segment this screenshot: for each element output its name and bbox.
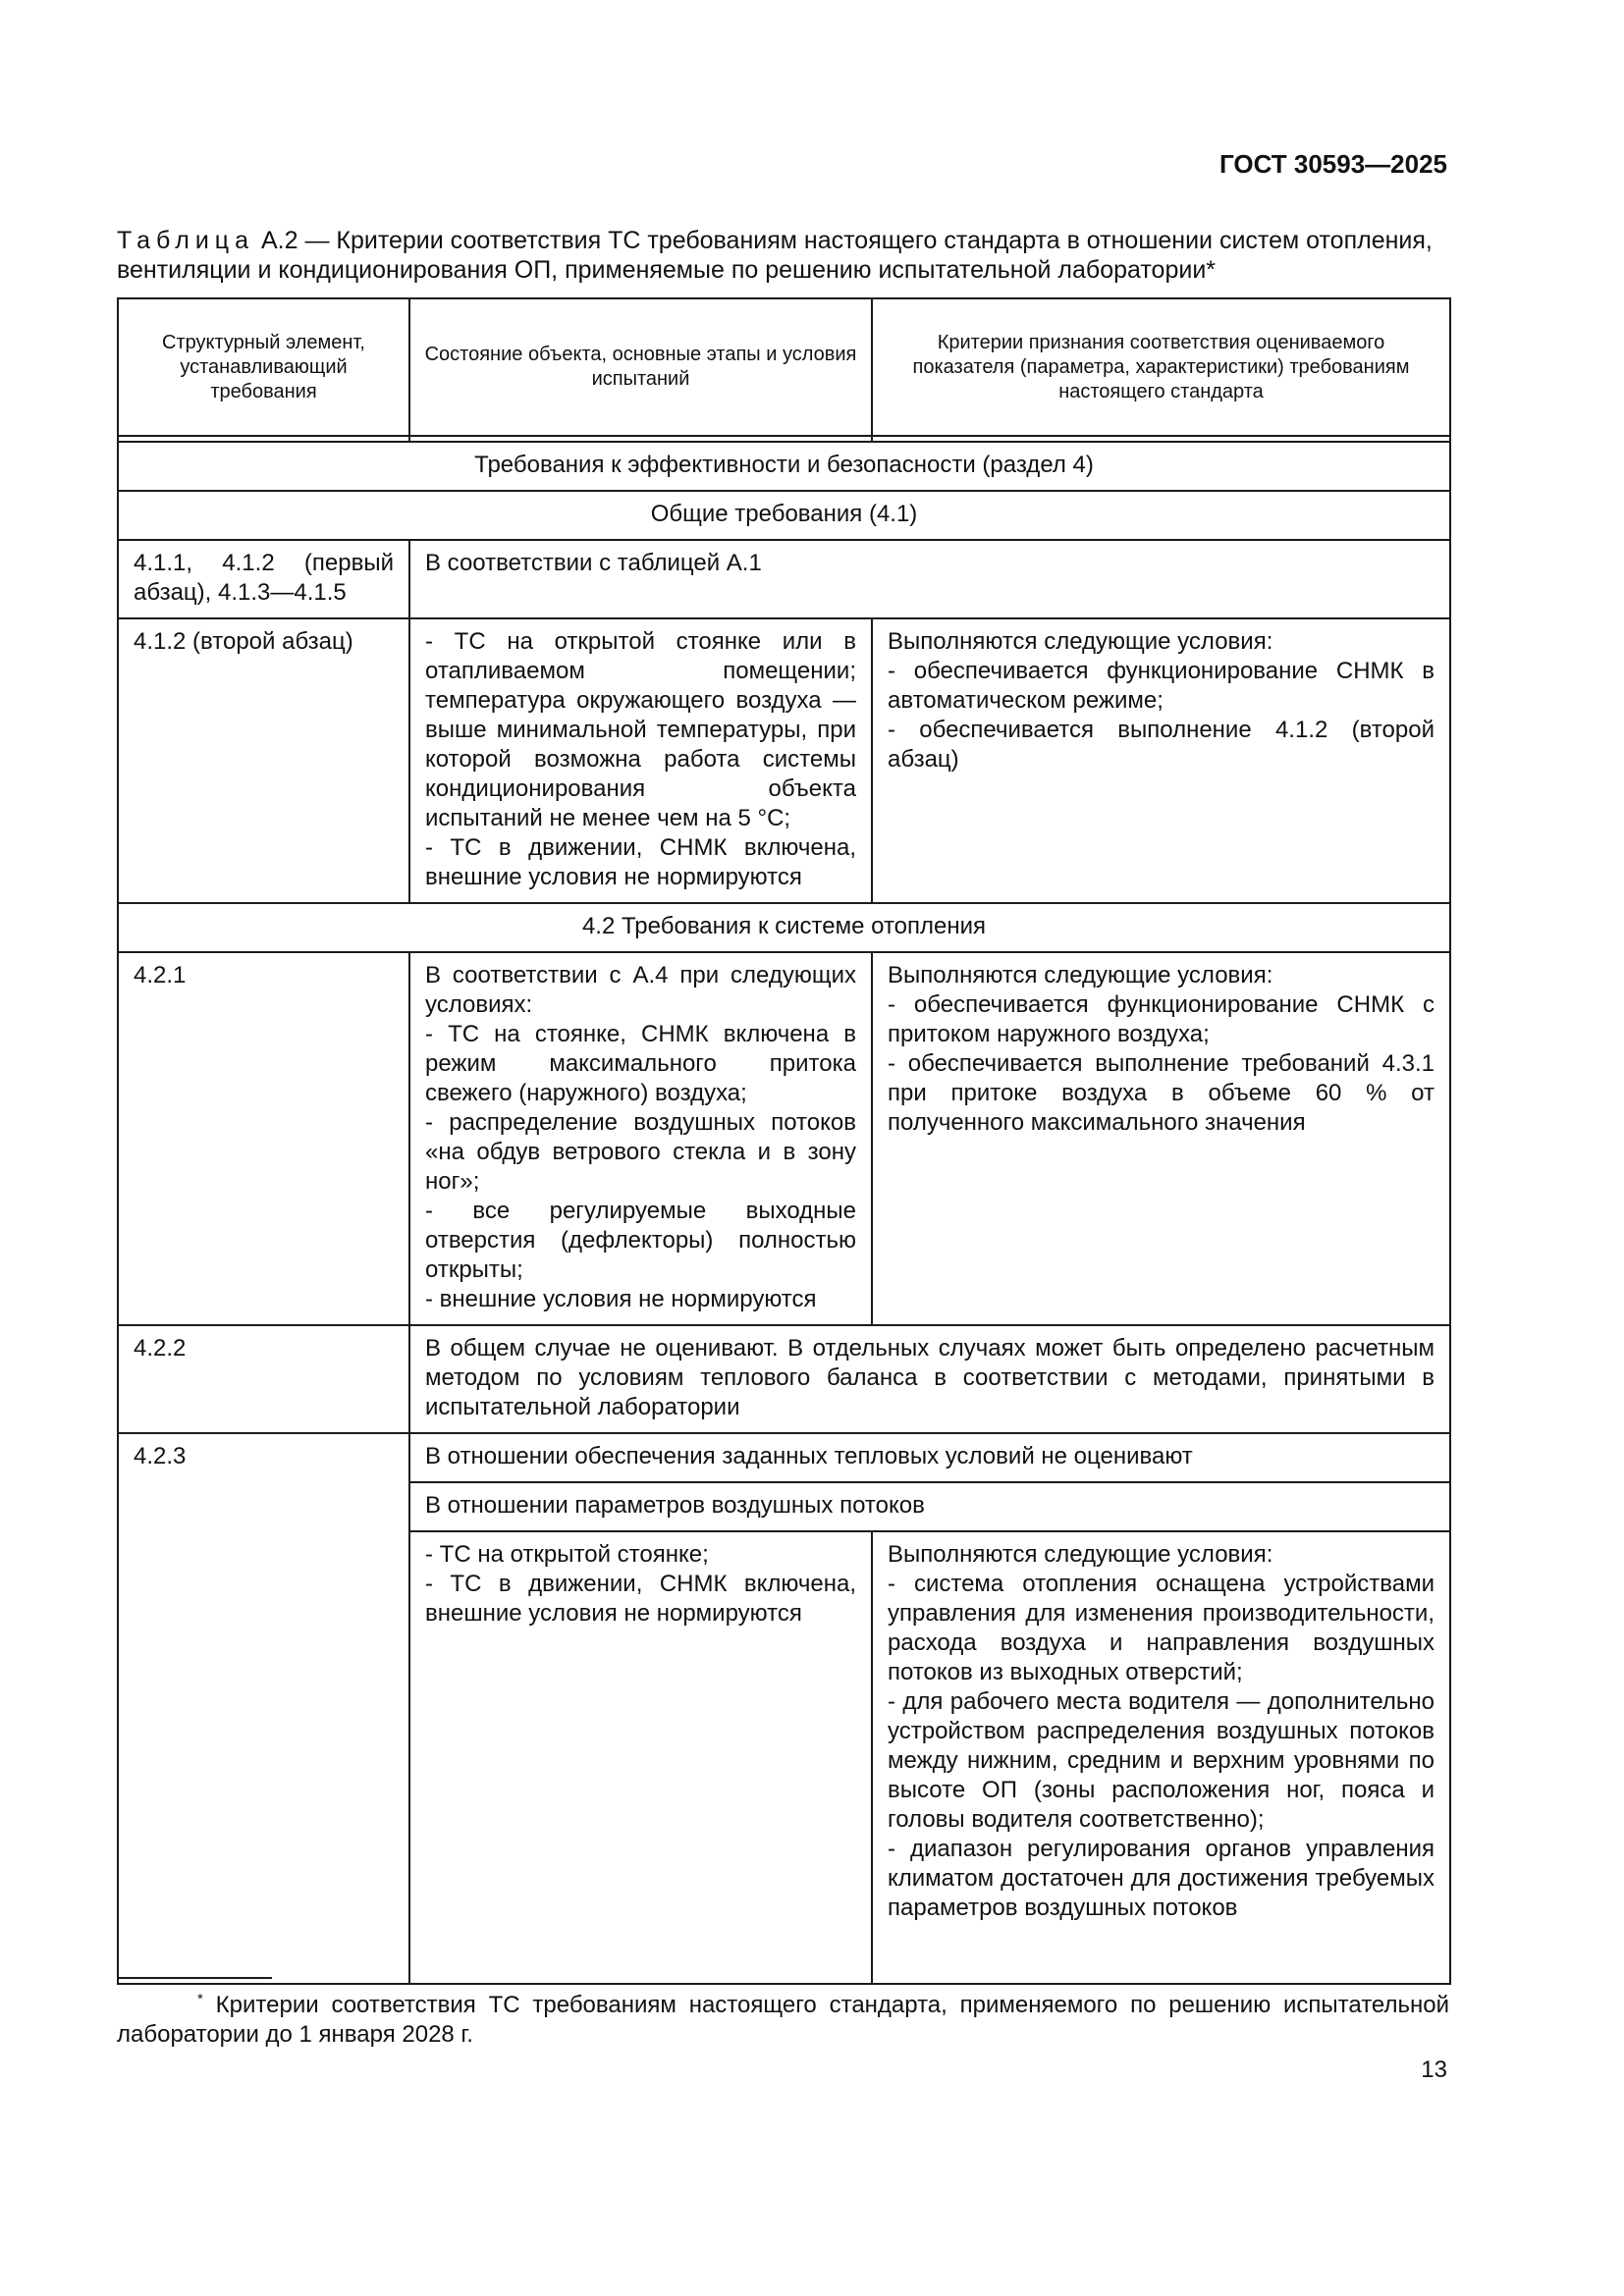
conditions-cell <box>409 618 872 903</box>
criteria-item: - обеспечивается выполнение 4.1.2 (второй абзац) <box>888 717 1435 773</box>
table-header-row <box>118 298 1450 436</box>
subsection-row <box>118 491 1450 540</box>
element-cell: 4.2.1 <box>118 952 409 1325</box>
column-header-criteria: Критерии признания соответствия оцениваемого показателя (параметра, характеристики) требованиям настоящего стандарта <box>872 298 1450 436</box>
criteria-cell <box>872 1531 1450 1984</box>
criteria-intro: Выполняются следующие условия: <box>888 628 1273 655</box>
condition-item: - распределение воздушных потоков «на обдув ветрового стекла и в зону ног»; <box>425 1109 856 1195</box>
footnote-text: Критерии соответствия ТС требованиям настоящего стандарта, применяемого по решению испытательной лаборатории до 1 января 2028 г. <box>117 1992 1449 2048</box>
footnote-mark: * <box>197 1991 203 2007</box>
condition-item: - все регулируемые выходные отверстия (дефлекторы) полностью открыты; <box>425 1198 856 1283</box>
page-number: 13 <box>1421 2056 1447 2083</box>
table-caption <box>117 226 1437 285</box>
merged-cell: В отношении параметров воздушных потоков <box>409 1482 1450 1531</box>
criteria-cell <box>872 952 1450 1325</box>
subsection-heading: Общие требования (4.1) <box>118 491 1450 540</box>
criteria-intro: Выполняются следующие условия: <box>888 962 1273 988</box>
table-row <box>118 952 1450 1325</box>
conditions-cell <box>409 952 872 1325</box>
criteria-item: - для рабочего места водителя — дополнительно устройством распределения воздушных потоков между нижним, средним и верхним уровнями по высоте ОП (зоны расположения ног, пояса и головы водителя соответственно); <box>888 1688 1435 1833</box>
element-cell: 4.2.3 <box>118 1433 409 1984</box>
criteria-item: - обеспечивается выполнение требований 4.3.1 при притоке воздуха в объеме 60 % от полученного максимального значения <box>888 1050 1435 1136</box>
section-row <box>118 442 1450 491</box>
section-row <box>118 903 1450 952</box>
criteria-cell <box>872 618 1450 903</box>
element-cell: 4.2.2 <box>118 1325 409 1433</box>
footnote <box>117 1985 1449 2050</box>
condition-item: - ТС в движении, СНМК включена, внешние условия не нормируются <box>425 834 856 890</box>
table-row <box>118 1433 1450 1482</box>
table-row <box>118 1325 1450 1433</box>
criteria-item: - обеспечивается функционирование СНМК в автоматическом режиме; <box>888 658 1435 714</box>
footnote-divider <box>117 1977 272 1979</box>
section-heading: Требования к эффективности и безопасности (раздел 4) <box>118 442 1450 491</box>
criteria-item: - диапазон регулирования органов управления климатом достаточен для достижения требуемых параметров воздушных потоков <box>888 1836 1435 1921</box>
criteria-item: - обеспечивается функционирование СНМК с притоком наружного воздуха; <box>888 991 1435 1047</box>
conditions-cell <box>409 1531 872 1984</box>
condition-item: - ТС на открытой стоянке или в отапливаемом помещении; температура окружающего воздуха — выше минимальной температуры, при которой возможна работа системы кондиционирования объекта испытаний не менее чем на 5 °С; <box>425 628 856 831</box>
table-row <box>118 540 1450 618</box>
merged-cell: В общем случае не оценивают. В отдельных случаях может быть определено расчетным методом по условиям теплового баланса в соответствии с методами, принятыми в испытательной лаборатории <box>409 1325 1450 1433</box>
criteria-item: - система отопления оснащена устройствами управления для изменения производительности, расхода воздуха и направления воздушных потоков из выходных отверстий; <box>888 1571 1435 1685</box>
standard-number: ГОСТ 30593—2025 <box>1219 149 1447 179</box>
conditions-cell: В соответствии с таблицей А.1 <box>409 540 1450 618</box>
caption-title-line2: вентиляции и кондиционирования ОП, применяемые по решению испытательной лаборатории* <box>117 256 1217 284</box>
column-header-conditions: Состояние объекта, основные этапы и условия испытаний <box>409 298 872 436</box>
table-row <box>118 618 1450 903</box>
element-cell: 4.1.2 (второй абзац) <box>118 618 409 903</box>
requirements-table <box>117 297 1451 1985</box>
criteria-intro: Выполняются следующие условия: <box>888 1541 1273 1568</box>
merged-cell: В отношении обеспечения заданных тепловых условий не оценивают <box>409 1433 1450 1482</box>
condition-item: - ТС на стоянке, СНМК включена в режим максимального притока свежего (наружного) воздуха; <box>425 1021 856 1106</box>
caption-label: Таблица <box>117 227 255 254</box>
condition-item: - ТС на открытой стоянке; <box>425 1541 709 1568</box>
column-header-element: Структурный элемент, устанавливающий требования <box>118 298 409 436</box>
condition-item: - ТС в движении, СНМК включена, внешние условия не нормируются <box>425 1571 856 1627</box>
element-cell: 4.1.1, 4.1.2 (первый абзац), 4.1.3—4.1.5 <box>118 540 409 618</box>
condition-item: - внешние условия не нормируются <box>425 1286 817 1312</box>
condition-intro: В соответствии с А.4 при следующих условиях: <box>425 962 856 1018</box>
section-heading: 4.2 Требования к системе отопления <box>118 903 1450 952</box>
caption-title-line1: А.2 — Критерии соответствия ТС требованиям настоящего стандарта в отношении систем отопления, <box>254 227 1433 254</box>
